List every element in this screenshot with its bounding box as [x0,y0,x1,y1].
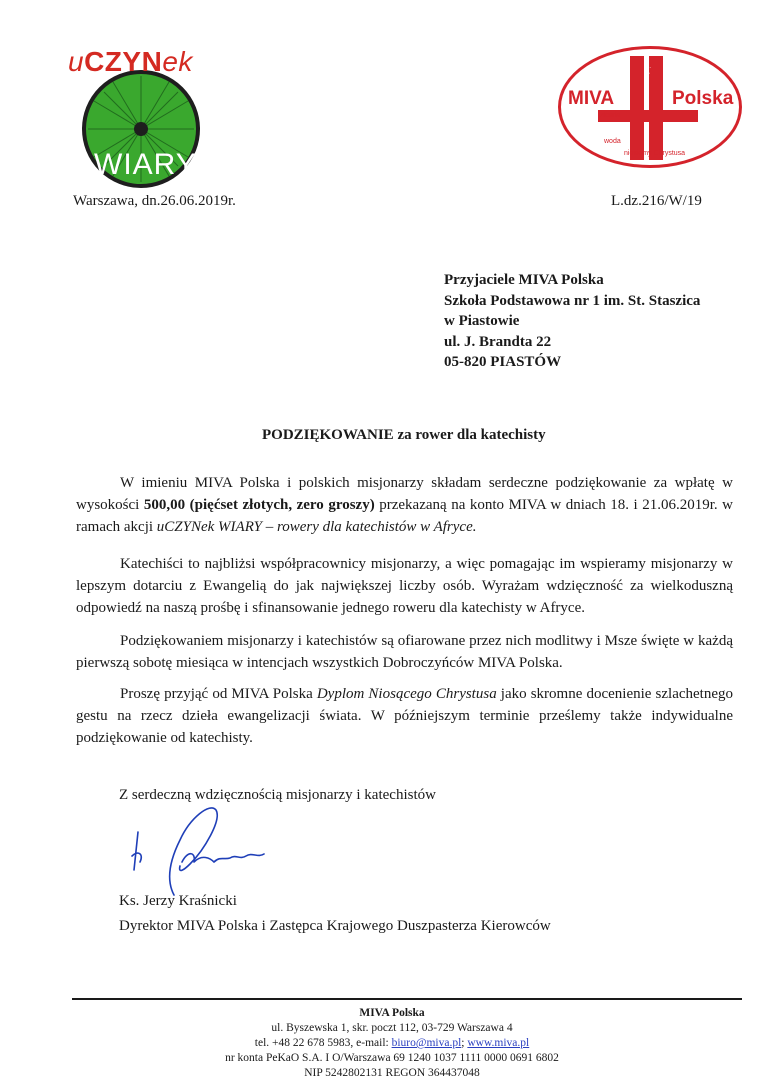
handwritten-signature [118,800,288,900]
signer-name: Ks. Jerzy Kraśnicki [119,893,237,909]
email-link[interactable]: biuro@miva.pl [391,1037,462,1049]
footer-divider [72,998,742,1000]
closing-line: Z serdeczną wdzięcznością misjonarzy i katechistów [119,787,436,803]
recipient-line: Szkoła Podstawowa nr 1 im. St. Staszica [444,292,701,309]
reference-number: L.dz.216/W/19 [611,193,702,209]
donation-amount: 500,00 (pięćset złotych, zero groszy) [143,497,375,513]
recipient-line: ul. J. Brandta 22 [444,333,552,350]
uczynek-wiary-logo [60,40,210,190]
logo-bottom-word: WIARY [94,148,197,181]
cross-bar-icon [630,56,644,160]
logo-niesiemy-text: niesiemy Chrystusa [624,150,686,157]
letter-subject: PODZIĘKOWANIE za rower dla katechisty [262,427,546,443]
footer-contact: tel. +48 22 678 5983, e-mail: biuro@miva.pl; www.miva.pl [254,1037,530,1049]
website-link[interactable]: www.miva.pl [467,1037,530,1049]
letterhead-footer [0,1006,784,1081]
miva-polska-logo [558,46,748,172]
logo-miva-text: MIVA [568,88,615,109]
footer-org: MIVA Polska [359,1007,425,1019]
body-paragraph-4: Proszę przyjąć od MIVA Polska Dyplom Niosącego Chrystusa jako skromne docenienie szlachetnego gestu na rzecz dzieła ewangelizacji świata. W późniejszym terminie prześlemy także indywidualne podziękowanie od katechisty. [76,686,733,746]
signer-role: Dyrektor MIVA Polska i Zastępca Krajowego Duszpasterza Kierowców [119,918,551,934]
recipient-line: 05-820 PIASTÓW [444,354,562,370]
footer-account: nr konta PeKaO S.A. I O/Warszawa 69 1240 1037 1111 0000 0691 6802 [225,1052,559,1064]
logo-powietrze-text: powietrze [643,54,650,84]
body-paragraph-2: Katechiści to najbliżsi współpracownicy misjonarzy, a więc pomagając im wspieramy misjonarzy w lepszym dotarciu z Ewangelią do jak największej liczby osób. Wyrażam wdzięczność za wielkoduszną odpowiedź na naszą prośbę i sfinansowanie jednego roweru dla katechisty w Afryce. [76,556,733,616]
logo-top-word: uCZYNek [68,46,193,77]
cross-bar-icon [649,56,663,160]
body-paragraph-3: Podziękowaniem misjonarzy i katechistów są ofiarowane przez nich modlitwy i Msze święte w każdą pierwszą sobotę miesiąca w intencjach wszystkich Dobroczyńców MIVA Polska. [76,633,733,671]
logo-woda-text: woda [604,138,621,145]
campaign-name: uCZYNek WIARY – rowery dla katechistów w Afryce. [156,519,477,535]
body-paragraph-1: W imieniu MIVA Polska i polskich misjonarzy składam serdeczne podziękowanie za wpłatę w wysokości 500,00 (pięćset złotych, zero groszy) przekazaną na konto MIVA w dniach 18. i 21.06.2019r. w ramach akcji uCZYNek WIARY – rowery dla katechistów w Afryce. [76,475,733,535]
recipient-line: w Piastowie [444,313,520,329]
logo-polska-text: Polska [672,88,734,109]
footer-address: ul. Byszewska 1, skr. poczt 112, 03-729 Warszawa 4 [271,1022,513,1034]
recipient-address [444,270,700,373]
recipient-line: Przyjaciele MIVA Polska [444,272,604,288]
date-line: Warszawa, dn.26.06.2019r. [73,193,236,209]
footer-nip: NIP 5242802131 REGON 364437048 [304,1067,480,1079]
diploma-name: Dyplom Niosącego Chrystusa [316,686,497,702]
logo-ziemia-text: ziemia [600,112,621,119]
